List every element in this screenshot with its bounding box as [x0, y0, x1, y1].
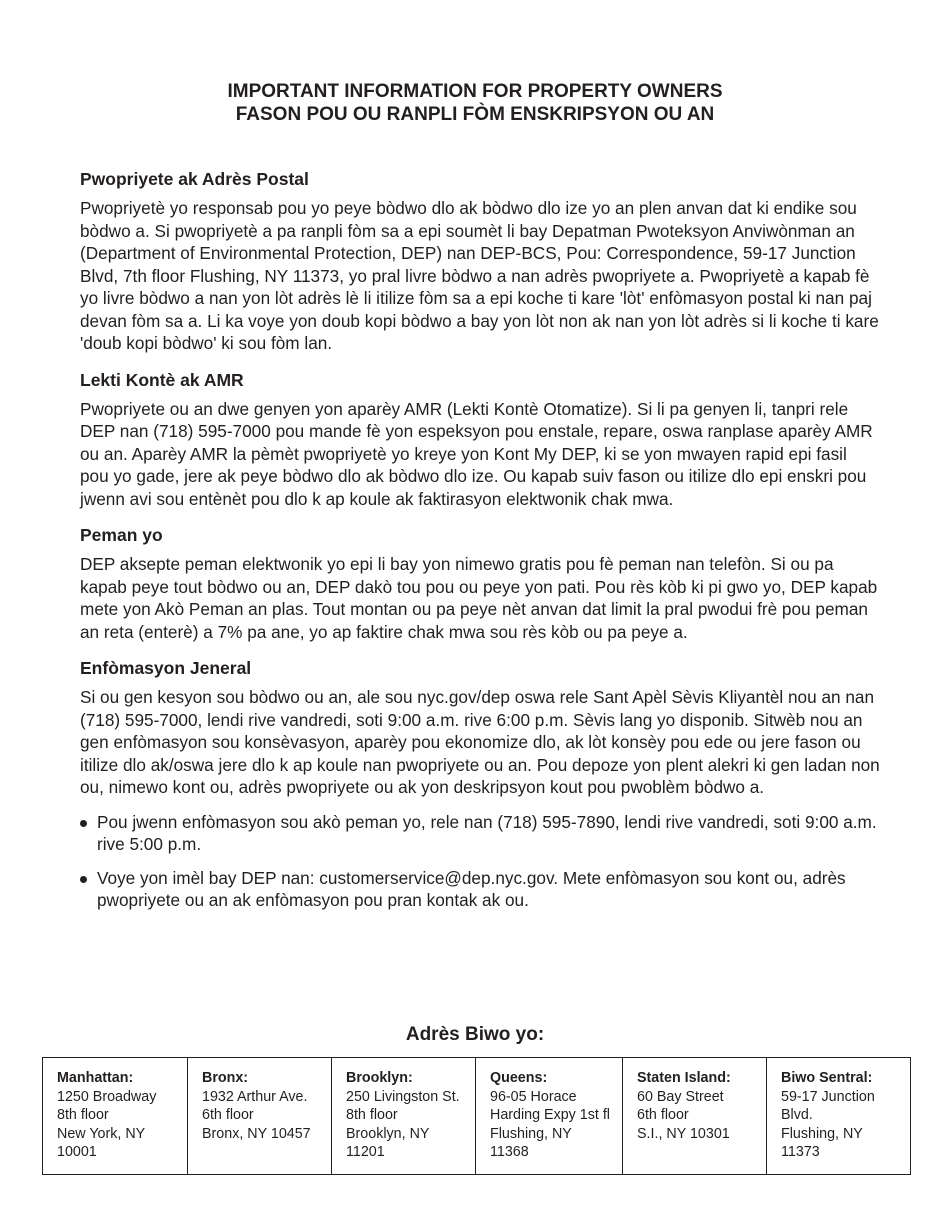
offices-table [42, 1057, 911, 1175]
office-brooklyn [332, 1058, 476, 1174]
section-body: Pwopriyete ou an dwe genyen yon aparèy AMR (Lekti Kontè Otomatize). Si li pa genyen li, tanpri rele DEP nan (718) 595-7000 pou mande fè yon espeksyon pou enstale, repare, oswa ranplase aparèy AMR ou an. Aparèy AMR la pèmèt pwopriyetè yo kreye yon Kont My DEP, ki se yon mwayen rapid epi fasil pou yo gade, jere ak peye bòdwo dlo ak bòdwo dlo ize. Ou kapab suiv fason ou itilize dlo epi enskri pou jwenn avi sou entènèt pou dlo k ap koule ak faktirasyon elektwonik chak mwa. [80, 398, 873, 509]
office-line: Flushing, NY [490, 1125, 572, 1142]
office-line: Blvd. [781, 1107, 813, 1124]
office-name: Biwo Sentral: [781, 1070, 873, 1086]
section-heading: Lekti Kontè ak AMR [80, 369, 244, 390]
title-creole: FASON POU OU RANPLI FÒM ENSKRIPSYON OU AN [235, 104, 715, 125]
list-item [80, 867, 880, 912]
office-line: Flushing, NY [781, 1125, 863, 1142]
office-line: 250 Livingston St. [346, 1088, 460, 1105]
office-manhattan [43, 1058, 188, 1174]
list-item [80, 811, 880, 856]
office-staten-island [623, 1058, 767, 1174]
section-meter-amr [80, 369, 880, 511]
office-line: 1932 Arthur Ave. [202, 1088, 308, 1105]
office-name: Staten Island: [637, 1070, 731, 1086]
bullet-icon [80, 820, 87, 827]
office-line: 6th floor [202, 1107, 254, 1124]
section-heading: Pwopriyete ak Adrès Postal [80, 169, 309, 189]
office-name: Bronx: [202, 1070, 249, 1086]
office-line: Harding Expy 1st fl [490, 1107, 610, 1124]
office-central [767, 1058, 910, 1174]
offices-title: Adrès Biwo yo: [405, 1024, 545, 1045]
office-line: 11373 [781, 1144, 820, 1161]
section-body: Si ou gen kesyon sou bòdwo ou an, ale sou nyc.gov/dep oswa rele Sant Apèl Sèvis Kliyantèl nou an nan (718) 595-7000, lendi rive vandredi, soti 9:00 a.m. rive 6:00 p.m. Sèvis lang yo disponib. Sitwèb nou an gen enfòmasyon sou konsèvasyon, aparèy pou ekonomize dlo, ak lòt konsèy pou ede ou jere fason ou itilize dlo ak/oswa jere dlo k ap koule nan pwopriyete ou an. Pou depoze yon plent alekri ki gen ladan non ou, nimewo kont ou, adrès pwopriyete ou ak yon deskripsyon kout pou pwoblèm bòdwo a. [80, 687, 880, 797]
office-line: 59-17 Junction [781, 1088, 875, 1105]
office-name: Manhattan: [57, 1070, 134, 1086]
office-line: 96-05 Horace [490, 1088, 577, 1105]
bullet-text: Voye yon imèl bay DEP nan: customerservice@dep.nyc.gov. Mete enfòmasyon sou kont ou, adrès pwopriyete ou an ak enfòmasyon pou pran kontak ak ou. [97, 867, 846, 910]
office-line: 8th floor [57, 1107, 109, 1124]
office-name: Brooklyn: [346, 1070, 413, 1086]
section-property-mailing [80, 168, 880, 355]
office-line: 10001 [57, 1144, 97, 1161]
office-line: 11368 [490, 1144, 529, 1161]
section-body: DEP aksepte peman elektwonik yo epi li bay yon nimewo gratis pou fè peman nan telefòn. Si ou pa kapab peye tout bòdwo ou an, DEP dakò tou pou ou peye yon pati. Pou rès kòb ki pi gwo yo, DEP kapab mete yon Akò Peman an plas. Tout montan ou pa peye nèt anvan dat limit la pral pwodui frè pou peman an reta (enterè) a 7% pa ane, yo ap faktire chak mwa sou rès kòb ou pa peye a. [80, 554, 878, 642]
document-header [0, 80, 950, 126]
office-name: Queens: [490, 1070, 548, 1086]
section-heading: Enfòmasyon Jeneral [80, 658, 252, 678]
section-general-info [80, 657, 880, 799]
office-line: 6th floor [637, 1107, 689, 1124]
bullet-icon [80, 876, 87, 883]
office-queens [476, 1058, 623, 1174]
section-body: Pwopriyetè yo responsab pou yo peye bòdwo dlo ak bòdwo dlo ize yo an plen anvan dat ki endike sou bòdwo a. Si pwopriyetè a pa ranpli fòm sa a epi soumèt li bay Depatman Pwoteksyon Anviwònman an (Department of Environmental Protection, DEP) nan DEP-BCS, Pou: Correspondence, 59-17 Junction Blvd, 7th floor Flushing, NY 11373, yo pral livre bòdwo a nan adrès pwopriyete a. Pwopriyetè a kapab fè yo livre bòdwo a nan yon lòt adrès lè li itilize fòm sa a epi koche ti kare 'lòt' enfòmasyon postal ki nan paj devan fòm sa a. Li ka voye yon doub kopi bòdwo a bay yon lòt non ak nan yon lòt adrès si li koche ti kare 'doub kopi bòdwo' ki sou fòm lan. [80, 198, 879, 353]
office-line: Bronx, NY 10457 [202, 1125, 311, 1142]
office-line: Brooklyn, NY [346, 1125, 430, 1142]
section-payments [80, 524, 880, 643]
office-line: 60 Bay Street [637, 1088, 724, 1105]
office-line: S.I., NY 10301 [637, 1125, 730, 1142]
office-line: 1250 Broadway [57, 1088, 157, 1105]
office-bronx [188, 1058, 332, 1174]
office-line: 8th floor [346, 1107, 398, 1124]
title-english: IMPORTANT INFORMATION FOR PROPERTY OWNERS [227, 81, 723, 102]
section-heading: Peman yo [80, 525, 163, 545]
office-line: 11201 [346, 1144, 385, 1161]
bullet-text: Pou jwenn enfòmasyon sou akò peman yo, rele nan (718) 595-7890, lendi rive vandredi, soti 9:00 a.m. rive 5:00 p.m. [97, 811, 877, 854]
office-line: New York, NY [57, 1125, 146, 1142]
contact-bullet-list [80, 811, 880, 912]
main-content [80, 168, 880, 923]
